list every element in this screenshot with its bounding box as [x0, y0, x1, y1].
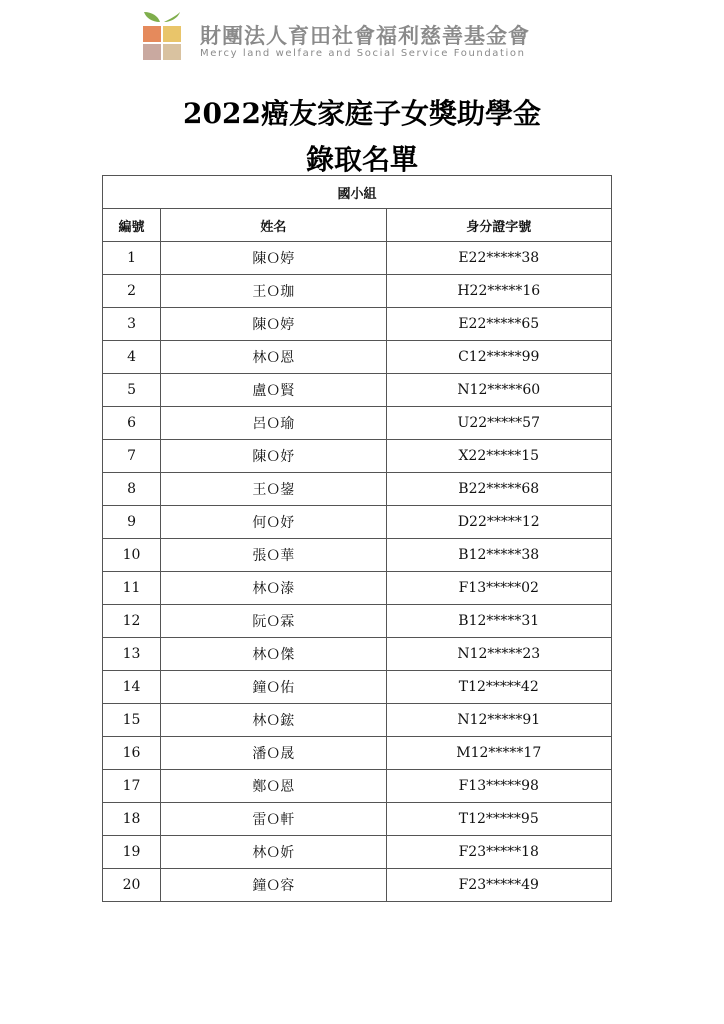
column-header-id: 身分證字號	[386, 209, 611, 242]
cell-number: 8	[103, 473, 161, 506]
table-body	[103, 242, 612, 902]
cell-id-number: F13*****98	[386, 770, 611, 803]
table-row	[103, 242, 612, 275]
cell-name: 鄭Ｏ恩	[161, 770, 386, 803]
logo-leaf-left	[144, 12, 160, 22]
org-name-english: Mercy land welfare and Social Service Foundation	[200, 48, 526, 59]
cell-name: 張Ｏ華	[161, 539, 386, 572]
group-label: 國小組	[103, 176, 612, 209]
cell-name: 呂Ｏ瑜	[161, 407, 386, 440]
cell-id-number: B22*****68	[386, 473, 611, 506]
cell-number: 7	[103, 440, 161, 473]
logo-block-4	[163, 44, 181, 60]
cell-name: 林Ｏ妡	[161, 836, 386, 869]
table-row	[103, 704, 612, 737]
cell-number: 11	[103, 572, 161, 605]
table-row	[103, 308, 612, 341]
cell-name: 林Ｏ鋐	[161, 704, 386, 737]
cell-number: 5	[103, 374, 161, 407]
cell-number: 17	[103, 770, 161, 803]
org-name: 財團法人育田社會福利慈善基金會	[200, 24, 530, 48]
logo-leaf-right	[164, 12, 180, 22]
cell-number: 1	[103, 242, 161, 275]
cell-number: 16	[103, 737, 161, 770]
logo-block-3	[143, 44, 161, 60]
cell-name: 盧Ｏ賢	[161, 374, 386, 407]
cell-id-number: N12*****91	[386, 704, 611, 737]
document-subtitle: 錄取名單	[305, 143, 418, 176]
cell-number: 18	[103, 803, 161, 836]
cell-name: 雷Ｏ軒	[161, 803, 386, 836]
table-row	[103, 374, 612, 407]
cell-id-number: T12*****95	[386, 803, 611, 836]
table-row	[103, 539, 612, 572]
table-row	[103, 638, 612, 671]
table-row	[103, 803, 612, 836]
table-row	[103, 473, 612, 506]
cell-name: 王Ｏ珈	[161, 275, 386, 308]
cell-id-number: B12*****38	[386, 539, 611, 572]
group-header-row	[103, 176, 612, 209]
cell-id-number: F13*****02	[386, 572, 611, 605]
cell-number: 9	[103, 506, 161, 539]
cell-name: 阮Ｏ霖	[161, 605, 386, 638]
cell-number: 13	[103, 638, 161, 671]
admission-list-table	[102, 175, 612, 902]
cell-id-number: F23*****18	[386, 836, 611, 869]
column-header-name: 姓名	[161, 209, 386, 242]
cell-number: 10	[103, 539, 161, 572]
cell-id-number: U22*****57	[386, 407, 611, 440]
cell-number: 12	[103, 605, 161, 638]
cell-number: 14	[103, 671, 161, 704]
cell-id-number: T12*****42	[386, 671, 611, 704]
table-row	[103, 869, 612, 902]
table-row	[103, 737, 612, 770]
table-row	[103, 506, 612, 539]
cell-number: 19	[103, 836, 161, 869]
table-row	[103, 572, 612, 605]
page-header	[140, 10, 600, 66]
cell-number: 3	[103, 308, 161, 341]
cell-name: 林Ｏ傑	[161, 638, 386, 671]
cell-id-number: D22*****12	[386, 506, 611, 539]
table-row	[103, 407, 612, 440]
cell-name: 潘Ｏ晟	[161, 737, 386, 770]
table-row	[103, 341, 612, 374]
cell-name: 陳Ｏ婷	[161, 242, 386, 275]
cell-number: 20	[103, 869, 161, 902]
document-title: 2022癌友家庭子女獎助學金	[183, 97, 541, 130]
cell-id-number: C12*****99	[386, 341, 611, 374]
table-row	[103, 440, 612, 473]
cell-id-number: X22*****15	[386, 440, 611, 473]
cell-id-number: E22*****38	[386, 242, 611, 275]
cell-name: 林Ｏ恩	[161, 341, 386, 374]
foundation-logo	[140, 10, 184, 62]
cell-id-number: M12*****17	[386, 737, 611, 770]
cell-name: 陳Ｏ婷	[161, 308, 386, 341]
cell-name: 何Ｏ妤	[161, 506, 386, 539]
column-header-number: 編號	[103, 209, 161, 242]
column-header-row	[103, 209, 612, 242]
cell-id-number: E22*****65	[386, 308, 611, 341]
cell-name: 林Ｏ溙	[161, 572, 386, 605]
table-row	[103, 275, 612, 308]
cell-name: 王Ｏ鋆	[161, 473, 386, 506]
cell-name: 鐘Ｏ佑	[161, 671, 386, 704]
cell-id-number: B12*****31	[386, 605, 611, 638]
cell-id-number: F23*****49	[386, 869, 611, 902]
cell-id-number: H22*****16	[386, 275, 611, 308]
logo-block-1	[143, 26, 161, 42]
cell-name: 陳Ｏ妤	[161, 440, 386, 473]
cell-number: 4	[103, 341, 161, 374]
logo-block-2	[163, 26, 181, 42]
cell-id-number: N12*****60	[386, 374, 611, 407]
table-row	[103, 836, 612, 869]
table-row	[103, 605, 612, 638]
cell-number: 2	[103, 275, 161, 308]
cell-number: 6	[103, 407, 161, 440]
cell-name: 鐘Ｏ容	[161, 869, 386, 902]
cell-number: 15	[103, 704, 161, 737]
table-row	[103, 770, 612, 803]
cell-id-number: N12*****23	[386, 638, 611, 671]
table-row	[103, 671, 612, 704]
